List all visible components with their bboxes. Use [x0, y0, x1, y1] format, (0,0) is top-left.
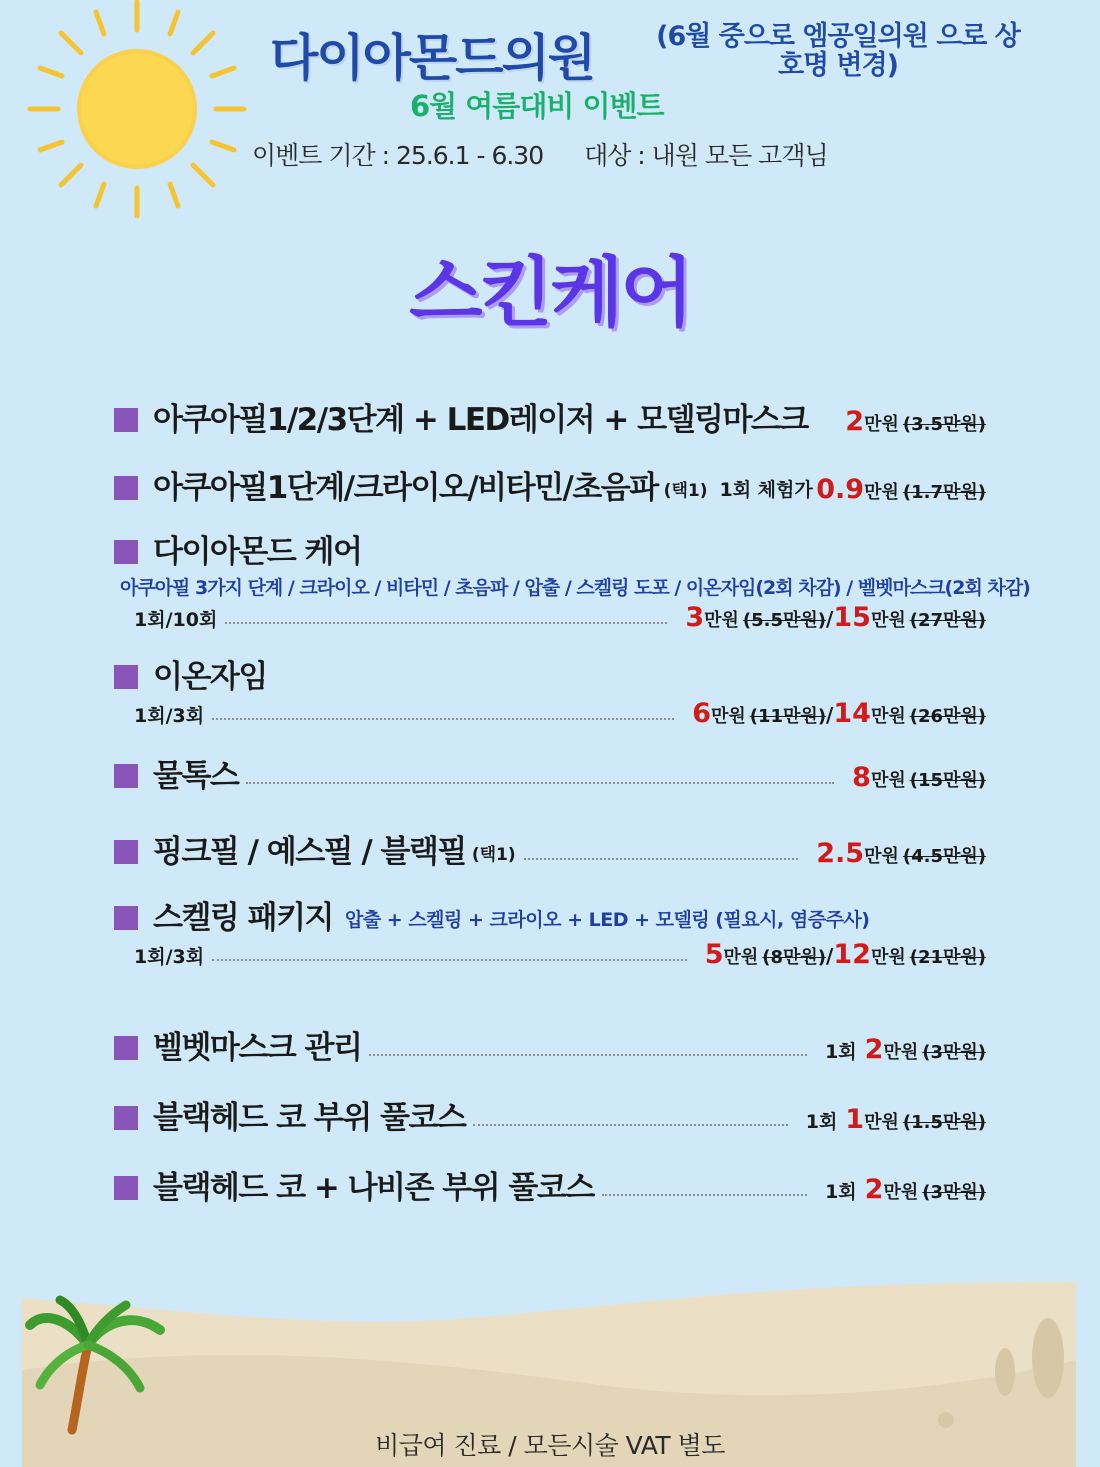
item-name: 벨벳마스크 관리: [153, 1030, 362, 1066]
price-unit: 만원: [710, 706, 746, 727]
price-unit: 만원: [870, 770, 906, 791]
count-label: 1회/10회: [134, 609, 218, 631]
bullet-icon: [114, 906, 138, 930]
sale-price: 12: [833, 939, 871, 970]
item-name: 블랙헤드 코 부위 풀코스: [153, 1100, 466, 1136]
sale-price: 8: [852, 762, 871, 793]
session-count: 1회: [825, 1041, 857, 1063]
original-price: (15만원): [909, 770, 986, 791]
dot-leader: [212, 718, 674, 720]
item-tag: (택1): [663, 481, 708, 501]
sale-price: 6: [692, 698, 711, 729]
original-price: (26만원): [909, 706, 986, 727]
item-price: [816, 838, 986, 869]
price-unit: 만원: [870, 706, 906, 727]
event-subtitle: 6월 여름대비 이벤트: [410, 89, 664, 123]
item-name: 다이아몬드 케어: [153, 534, 362, 570]
price-unit: 만원: [883, 1042, 919, 1063]
sale-price: 15: [833, 602, 871, 633]
original-price: (1.5만원): [902, 1112, 986, 1133]
sale-price: 2: [864, 1174, 884, 1205]
clinic-name: 다이아몬드의원: [270, 29, 595, 87]
item-price: [685, 602, 986, 633]
bullet-icon: [114, 1036, 138, 1060]
dot-leader: [212, 959, 687, 961]
bullet-icon: [114, 1176, 138, 1200]
dot-leader: [225, 622, 667, 624]
menu-item: [114, 1162, 986, 1207]
item-name: 블랙헤드 코 + 나비존 부위 풀코스: [153, 1170, 594, 1206]
item-description: 압출 + 스켈링 + 크라이오 + LED + 모델링 (필요시, 염증주사): [344, 909, 870, 931]
price-unit: 만원: [864, 414, 899, 435]
rename-note: (6월 중으로 엠공일의원 으로 상호명 변경): [656, 21, 1020, 81]
session-count: 1회: [805, 1111, 838, 1133]
price-separator: /: [826, 703, 834, 727]
sun-icon: [30, 2, 244, 216]
price-unit: 만원: [864, 846, 899, 867]
item-tag: (택1): [471, 845, 516, 865]
event-period: 이벤트 기간 : 25.6.1 - 6.30: [252, 141, 544, 170]
footer-note: 비급여 진료 / 모든시술 VAT 별도: [375, 1431, 725, 1460]
item-name: 물톡스: [153, 758, 239, 794]
menu-item: [114, 892, 986, 972]
original-price: (3.5만원): [902, 414, 986, 435]
item-name: 핑크필 / 예스필 / 블랙필: [153, 834, 466, 870]
count-label: 1회/3회: [134, 705, 205, 727]
sale-price: 2: [864, 1034, 884, 1065]
item-price: [806, 1104, 986, 1135]
session-count: 1회: [825, 1181, 857, 1203]
sale-price: 0.9: [816, 474, 865, 505]
price-separator: /: [826, 944, 834, 968]
bullet-icon: [114, 764, 138, 788]
trial-label: 1회 체험가: [719, 479, 813, 501]
bullet-icon: [114, 665, 138, 689]
item-price: [825, 1174, 986, 1205]
menu-item: [114, 394, 986, 439]
menu-item: [114, 826, 986, 871]
bullet-icon: [114, 476, 138, 500]
menu-item: [114, 462, 986, 507]
bullet-icon: [114, 540, 138, 564]
event-info: [252, 136, 862, 172]
original-price: (1.7만원): [902, 482, 986, 503]
item-name: 아쿠아필1단계/크라이오/비타민/초음파: [153, 470, 658, 506]
dot-leader: [524, 858, 799, 860]
item-name: 아쿠아필1/2/3단계 + LED레이저 + 모델링마스크: [153, 402, 808, 438]
count-label: 1회/3회: [134, 946, 205, 968]
sale-price: 14: [833, 698, 871, 729]
event-target: 대상 : 내원 모든 고객님: [584, 141, 828, 170]
price-unit: 만원: [864, 1112, 899, 1133]
item-price: [825, 1034, 986, 1065]
original-price: (21만원): [909, 947, 986, 968]
menu-item: [114, 750, 986, 795]
item-price: [692, 698, 986, 729]
dot-leader: [369, 1054, 807, 1056]
bullet-icon: [114, 840, 138, 864]
bullet-icon: [114, 1106, 138, 1130]
item-name: 이온자임: [153, 659, 267, 695]
price-unit: 만원: [870, 610, 906, 631]
original-price: (8만원): [762, 947, 827, 968]
item-price: [845, 406, 986, 437]
original-price: (5.5만원): [742, 610, 827, 631]
original-price: (4.5만원): [902, 846, 986, 867]
sale-price: 2.5: [816, 838, 865, 869]
price-unit: 만원: [864, 482, 899, 503]
sale-price: 3: [685, 602, 705, 633]
item-price: [816, 474, 986, 505]
item-price: [705, 939, 986, 970]
item-price: [852, 762, 986, 793]
bullet-icon: [114, 408, 138, 432]
original-price: (27만원): [909, 610, 986, 631]
dot-leader: [246, 782, 834, 784]
price-separator: /: [826, 607, 834, 631]
menu-item: [114, 1022, 986, 1067]
original-price: (11만원): [749, 706, 827, 727]
item-description: 아쿠아필 3가지 단계 / 크라이오 / 비타민 / 초음파 / 압출 / 스켈링 도포 / 이온자임(2회 차감) / 벨벳마스크(2회 차감): [120, 577, 1030, 599]
menu-item: [114, 1092, 986, 1137]
menu-item: [114, 651, 986, 731]
price-unit: 만원: [704, 610, 739, 631]
price-unit: 만원: [723, 947, 759, 968]
sale-price: 2: [845, 406, 865, 437]
dot-leader: [602, 1194, 807, 1196]
section-title: 스킨케어: [409, 248, 691, 337]
item-name: 스켈링 패키지: [153, 900, 333, 936]
price-unit: 만원: [870, 947, 906, 968]
dot-leader: [473, 1124, 787, 1126]
sale-price: 1: [845, 1104, 865, 1135]
price-unit: 만원: [883, 1182, 919, 1203]
original-price: (3만원): [922, 1042, 986, 1063]
sale-price: 5: [704, 939, 724, 970]
menu-item: [114, 526, 1030, 635]
original-price: (3만원): [922, 1182, 986, 1203]
